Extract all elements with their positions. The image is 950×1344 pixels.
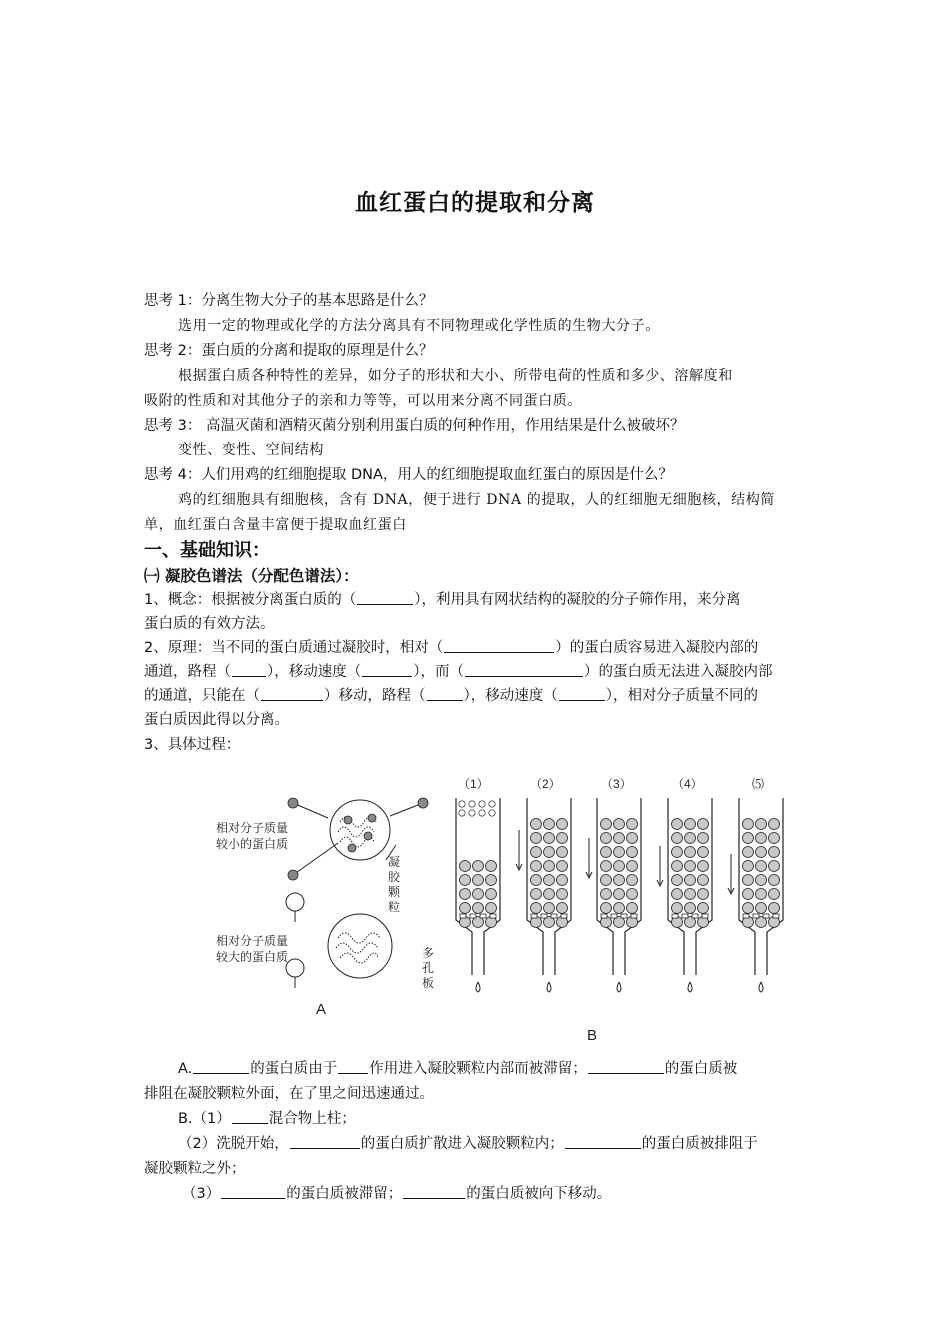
- gel-bead-icon: [672, 833, 683, 844]
- fig-b-step-1: [178, 1109, 810, 1129]
- gel-bead-icon: [601, 875, 612, 886]
- large-protein-label-1: 相对分子质量: [216, 934, 289, 948]
- fill-blank[interactable]: [221, 1184, 285, 1199]
- porous-plate-hole: [611, 914, 617, 918]
- gel-bead-icon: [769, 875, 780, 886]
- gel-bead-icon: [685, 833, 696, 844]
- gel-bead-icon: [544, 903, 555, 914]
- gel-bead-icon: [685, 819, 696, 830]
- gel-bead-icon: [531, 819, 542, 830]
- fill-blank[interactable]: [232, 662, 266, 677]
- fill-blank[interactable]: [193, 1059, 249, 1074]
- gel-bead-icon: [601, 861, 612, 872]
- gel-bead-icon: [698, 875, 709, 886]
- question-label: 思考 3：: [144, 418, 202, 434]
- small-protein-dot: [368, 814, 376, 822]
- porous-plate-hole: [601, 914, 607, 918]
- gel-bead-icon: [614, 875, 625, 886]
- fill-blank[interactable]: [427, 686, 463, 701]
- gel-bead-icon: [486, 889, 497, 900]
- gel-bead-icon: [685, 889, 696, 900]
- gel-bead-icon: [473, 861, 484, 872]
- principle-line-2: [144, 662, 810, 682]
- droplet-icon: [476, 982, 480, 992]
- small-protein-dot: [364, 832, 372, 840]
- fig-a-line-1: [178, 1059, 810, 1079]
- text: ）的蛋白质无法进入凝胶内部: [584, 664, 773, 680]
- text: ），移动速度（: [267, 664, 362, 680]
- text: 的蛋白质被向下移动。: [466, 1186, 612, 1202]
- gel-bead-icon: [672, 889, 683, 900]
- gel-bead-icon: [769, 861, 780, 872]
- text: ），利用具有网状结构的凝胶的分子筛作用，来分离: [414, 592, 741, 608]
- gel-bead-icon: [743, 847, 754, 858]
- small-protein-dot: [288, 798, 298, 808]
- porous-plate-hole: [480, 914, 486, 918]
- arrow-line: [293, 803, 328, 818]
- porous-plate-hole: [551, 914, 557, 918]
- figure-b-label: B: [587, 1027, 598, 1044]
- gel-bead-icon: [743, 875, 754, 886]
- gel-network: [336, 933, 380, 963]
- small-protein-label-1: 相对分子质量: [216, 821, 289, 835]
- gel-bead-icon: [614, 833, 625, 844]
- principle-line-1: [144, 638, 810, 658]
- question-2: [144, 341, 810, 361]
- gel-bead-icon: [627, 833, 638, 844]
- gel-bead-icon: [557, 847, 568, 858]
- text: ），而（: [413, 664, 464, 680]
- gel-bead-icon: [756, 861, 767, 872]
- gel-bead-icon: [544, 847, 555, 858]
- porous-plate-label-char: 孔: [422, 961, 435, 975]
- droplet-icon: [759, 982, 763, 992]
- gel-bead-icon: [685, 903, 696, 914]
- principle-line-4: 蛋白质因此得以分离。: [144, 712, 289, 728]
- arrow-line: [293, 843, 338, 875]
- subsection-heading: ㈠ 凝胶色谱法（分配色谱法）：: [144, 567, 359, 585]
- section-heading: 一、基础知识：: [144, 540, 270, 561]
- gel-label-char: 凝: [388, 855, 401, 869]
- fig-b-step-2-cont: 凝胶颗粒之外；: [144, 1161, 246, 1177]
- gel-bead-icon: [756, 889, 767, 900]
- gel-bead-icon: [544, 875, 555, 886]
- column-label: （2）: [530, 777, 561, 791]
- text: （3）: [182, 1186, 221, 1202]
- gel-bead-icon: [601, 847, 612, 858]
- porous-plate-hole: [773, 914, 779, 918]
- porous-plate-hole: [763, 914, 769, 918]
- porous-plate-hole: [460, 914, 466, 918]
- porous-plate-hole: [621, 914, 627, 918]
- protein-mixture-dot: [469, 801, 475, 807]
- text: A.: [178, 1061, 193, 1077]
- gel-bead-icon: [627, 903, 638, 914]
- gel-bead-icon: [743, 861, 754, 872]
- text: 2、原理：当不同的蛋白质通过凝胶时，相对（: [144, 640, 444, 656]
- gel-bead-icon: [685, 847, 696, 858]
- protein-mixture-dot: [469, 810, 475, 816]
- concept-line-1: [144, 590, 810, 610]
- gel-bead-icon: [544, 889, 555, 900]
- gel-bead-icon: [769, 847, 780, 858]
- gel-bead-icon: [614, 889, 625, 900]
- gel-bead-icon: [627, 819, 638, 830]
- process-heading: 3、具体过程：: [144, 737, 241, 753]
- question-text: 蛋白质的分离和提取的原理是什么？: [201, 343, 434, 359]
- fill-blank[interactable]: [357, 590, 413, 605]
- large-protein-dot: [286, 959, 304, 977]
- small-protein-dot: [418, 798, 428, 808]
- gel-label-char: 胶: [388, 870, 401, 884]
- fill-blank[interactable]: [290, 1134, 360, 1149]
- gel-bead-icon: [627, 875, 638, 886]
- porous-plate-hole: [490, 914, 496, 918]
- gel-bead-icon: [756, 875, 767, 886]
- gel-bead-small-protein: [330, 800, 390, 860]
- protein-mixture-dot: [479, 810, 485, 816]
- gel-bead-icon: [627, 861, 638, 872]
- gel-bead-icon: [756, 833, 767, 844]
- porous-plate-hole: [672, 914, 678, 918]
- text: 的蛋白质扩散进入凝胶颗粒内；: [360, 1136, 564, 1152]
- protein-mixture-dot: [489, 801, 495, 807]
- gel-bead-icon: [601, 889, 612, 900]
- gel-bead-icon: [698, 819, 709, 830]
- protein-mixture-dot: [479, 801, 485, 807]
- page-title: 血红蛋白的提取和分离: [355, 190, 595, 216]
- gel-bead-icon: [698, 903, 709, 914]
- large-protein-dot: [286, 893, 304, 911]
- gel-bead-icon: [460, 889, 471, 900]
- protein-mixture-dot: [489, 810, 495, 816]
- large-protein-label-2: 较大的蛋白质: [216, 950, 289, 964]
- column-wall: [456, 798, 500, 975]
- gel-label-char: 颗: [388, 885, 401, 899]
- fill-blank[interactable]: [559, 686, 605, 701]
- text: ）移动，路程（: [324, 688, 426, 704]
- gel-bead-icon: [557, 861, 568, 872]
- porous-plate-hole: [743, 914, 749, 918]
- porous-plate-hole: [682, 914, 688, 918]
- small-protein-label-2: 较小的蛋白质: [216, 837, 289, 851]
- porous-plate-label-char: 多: [422, 946, 435, 960]
- gel-bead-icon: [486, 875, 497, 886]
- gel-bead-icon: [601, 833, 612, 844]
- gel-bead: [328, 914, 392, 978]
- text: 的通道，只能在（: [144, 688, 260, 704]
- gel-bead-icon: [557, 819, 568, 830]
- droplet-icon: [688, 982, 692, 992]
- column-label: （4）: [672, 777, 703, 791]
- gel-label-char: 粒: [388, 900, 401, 914]
- principle-line-3: [144, 686, 810, 706]
- column-label: （1）: [458, 777, 489, 791]
- text: B.（1）: [178, 1111, 231, 1127]
- text: 的蛋白质被滞留；: [286, 1186, 403, 1202]
- gel-bead-icon: [614, 903, 625, 914]
- gel-bead-icon: [460, 903, 471, 914]
- porous-plate-hole: [692, 914, 698, 918]
- column-label: ⑸: [752, 777, 765, 791]
- gel-bead-icon: [769, 889, 780, 900]
- fill-blank[interactable]: [403, 1184, 465, 1199]
- text: ），移动速度（: [463, 688, 558, 704]
- gel-bead-icon: [743, 889, 754, 900]
- fig-a-line-2: 排阻在凝胶颗粒外面，在了里之间迅速通过。: [144, 1086, 434, 1102]
- gel-bead-icon: [531, 889, 542, 900]
- gel-bead-icon: [460, 875, 471, 886]
- fill-blank[interactable]: [565, 1134, 641, 1149]
- gel-bead-icon: [756, 847, 767, 858]
- concept-line-2: 蛋白质的有效方法。: [144, 616, 275, 632]
- gel-bead-icon: [601, 819, 612, 830]
- question-1: [144, 291, 810, 311]
- column-series: [456, 798, 783, 992]
- answer-1: 选用一定的物理或化学的方法分离具有不同物理或化学性质的生物大分子。: [178, 318, 660, 334]
- question-text: 分离生物大分子的基本思路是什么？: [201, 293, 434, 309]
- gel-bead-icon: [743, 903, 754, 914]
- small-protein-dot: [288, 870, 298, 880]
- question-text: 高温灭菌和酒精灭菌分别利用蛋白质的何种作用，作用结果是什么被破坏？: [201, 418, 685, 434]
- gel-bead-icon: [557, 889, 568, 900]
- gel-bead-icon: [614, 861, 625, 872]
- gel-bead-icon: [531, 833, 542, 844]
- droplet-icon: [547, 982, 551, 992]
- gel-bead-icon: [460, 861, 471, 872]
- gel-bead-icon: [685, 861, 696, 872]
- gel-bead-icon: [486, 903, 497, 914]
- gel-bead-icon: [557, 875, 568, 886]
- gel-bead-icon: [473, 889, 484, 900]
- gel-bead-icon: [672, 819, 683, 830]
- porous-plate-hole: [561, 914, 567, 918]
- gel-bead-icon: [627, 889, 638, 900]
- gel-bead-icon: [743, 819, 754, 830]
- gel-bead-icon: [685, 875, 696, 886]
- droplet-icon: [617, 982, 621, 992]
- fig-b-step-3: [182, 1184, 814, 1204]
- answer-2-line-1: 根据蛋白质各种特性的差异，如分子的形状和大小、所带电荷的性质和多少、溶解度和: [178, 368, 733, 384]
- figure-a-label: A: [316, 1001, 327, 1018]
- gel-bead-icon: [698, 847, 709, 858]
- gel-bead-icon: [769, 833, 780, 844]
- gel-bead-icon: [698, 861, 709, 872]
- text: （2）洗脱开始，: [178, 1136, 289, 1152]
- question-label: 思考 2：: [144, 343, 202, 359]
- answer-4-line-2: 单，血红蛋白含量丰富便于提取血红蛋白: [144, 517, 407, 533]
- question-label: 思考 4：: [144, 467, 202, 483]
- answer-4-line-1: 鸡的红细胞具有细胞核，含有 DNA，便于进行 DNA 的提取，人的红细胞无细胞核，结构简: [178, 492, 775, 508]
- fill-blank[interactable]: [338, 1059, 368, 1074]
- text: 的蛋白质由于: [250, 1061, 338, 1077]
- fill-blank[interactable]: [465, 662, 583, 677]
- gel-bead-icon: [544, 833, 555, 844]
- fill-blank[interactable]: [444, 638, 554, 653]
- gel-bead-icon: [672, 847, 683, 858]
- porous-plate-hole: [702, 914, 708, 918]
- gel-bead-icon: [769, 819, 780, 830]
- gel-bead-icon: [698, 833, 709, 844]
- porous-plate-hole: [541, 914, 547, 918]
- gel-bead-icon: [531, 903, 542, 914]
- fill-blank[interactable]: [261, 686, 323, 701]
- porous-plate-hole: [631, 914, 637, 918]
- gel-bead-icon: [672, 861, 683, 872]
- gel-bead-icon: [743, 833, 754, 844]
- small-protein-dot: [344, 816, 352, 824]
- gel-bead-icon: [531, 861, 542, 872]
- text: ）的蛋白质容易进入凝胶内部的: [555, 640, 759, 656]
- small-protein-dot: [348, 844, 356, 852]
- gel-bead-icon: [544, 861, 555, 872]
- gel-chromatography-figure: [200, 770, 800, 1050]
- gel-bead-icon: [473, 903, 484, 914]
- question-text: 人们用鸡的红细胞提取 DNA，用人的红细胞提取血红蛋白的原因是什么？: [201, 467, 673, 483]
- gel-bead-icon: [627, 847, 638, 858]
- gel-bead-icon: [672, 903, 683, 914]
- question-label: 思考 1：: [144, 293, 202, 309]
- fig-b-step-2: [178, 1134, 810, 1154]
- text: 通道，路程（: [144, 664, 231, 680]
- fill-blank[interactable]: [232, 1109, 268, 1124]
- gel-bead-icon: [473, 875, 484, 886]
- text: ），相对分子质量不同的: [605, 688, 758, 704]
- column-label: （3）: [601, 777, 632, 791]
- protein-mixture-dot: [459, 801, 465, 807]
- gel-bead-icon: [769, 903, 780, 914]
- gel-bead-icon: [756, 903, 767, 914]
- gel-bead-icon: [601, 903, 612, 914]
- text: 的蛋白质被: [664, 1061, 738, 1077]
- gel-bead-icon: [756, 819, 767, 830]
- gel-bead-icon: [698, 889, 709, 900]
- question-4: [144, 465, 810, 485]
- text: 作用进入凝胶颗粒内部而被滞留；: [369, 1061, 587, 1077]
- porous-plate-hole: [531, 914, 537, 918]
- gel-bead-icon: [486, 861, 497, 872]
- answer-2-line-2: 吸附的性质和对其他分子的亲和力等等，可以用来分离不同蛋白质。: [144, 393, 582, 409]
- gel-bead-icon: [531, 875, 542, 886]
- text: 1、概念：根据被分离蛋白质的（: [144, 592, 357, 608]
- gel-bead-icon: [557, 833, 568, 844]
- gel-bead-icon: [544, 819, 555, 830]
- gel-bead-icon: [614, 819, 625, 830]
- gel-bead-icon: [614, 847, 625, 858]
- fill-blank[interactable]: [362, 662, 412, 677]
- fill-blank[interactable]: [588, 1059, 664, 1074]
- text: 混合物上柱；: [268, 1111, 356, 1127]
- porous-plate-label-char: 板: [422, 976, 435, 990]
- gel-bead-icon: [531, 847, 542, 858]
- porous-plate-hole: [470, 914, 476, 918]
- porous-plate-hole: [753, 914, 759, 918]
- gel-bead-icon: [557, 903, 568, 914]
- text: 的蛋白质被排阻于: [641, 1136, 758, 1152]
- gel-bead-icon: [672, 875, 683, 886]
- answer-3: 变性、变性、空间结构: [178, 442, 324, 458]
- question-3: [144, 416, 810, 436]
- protein-mixture-dot: [459, 810, 465, 816]
